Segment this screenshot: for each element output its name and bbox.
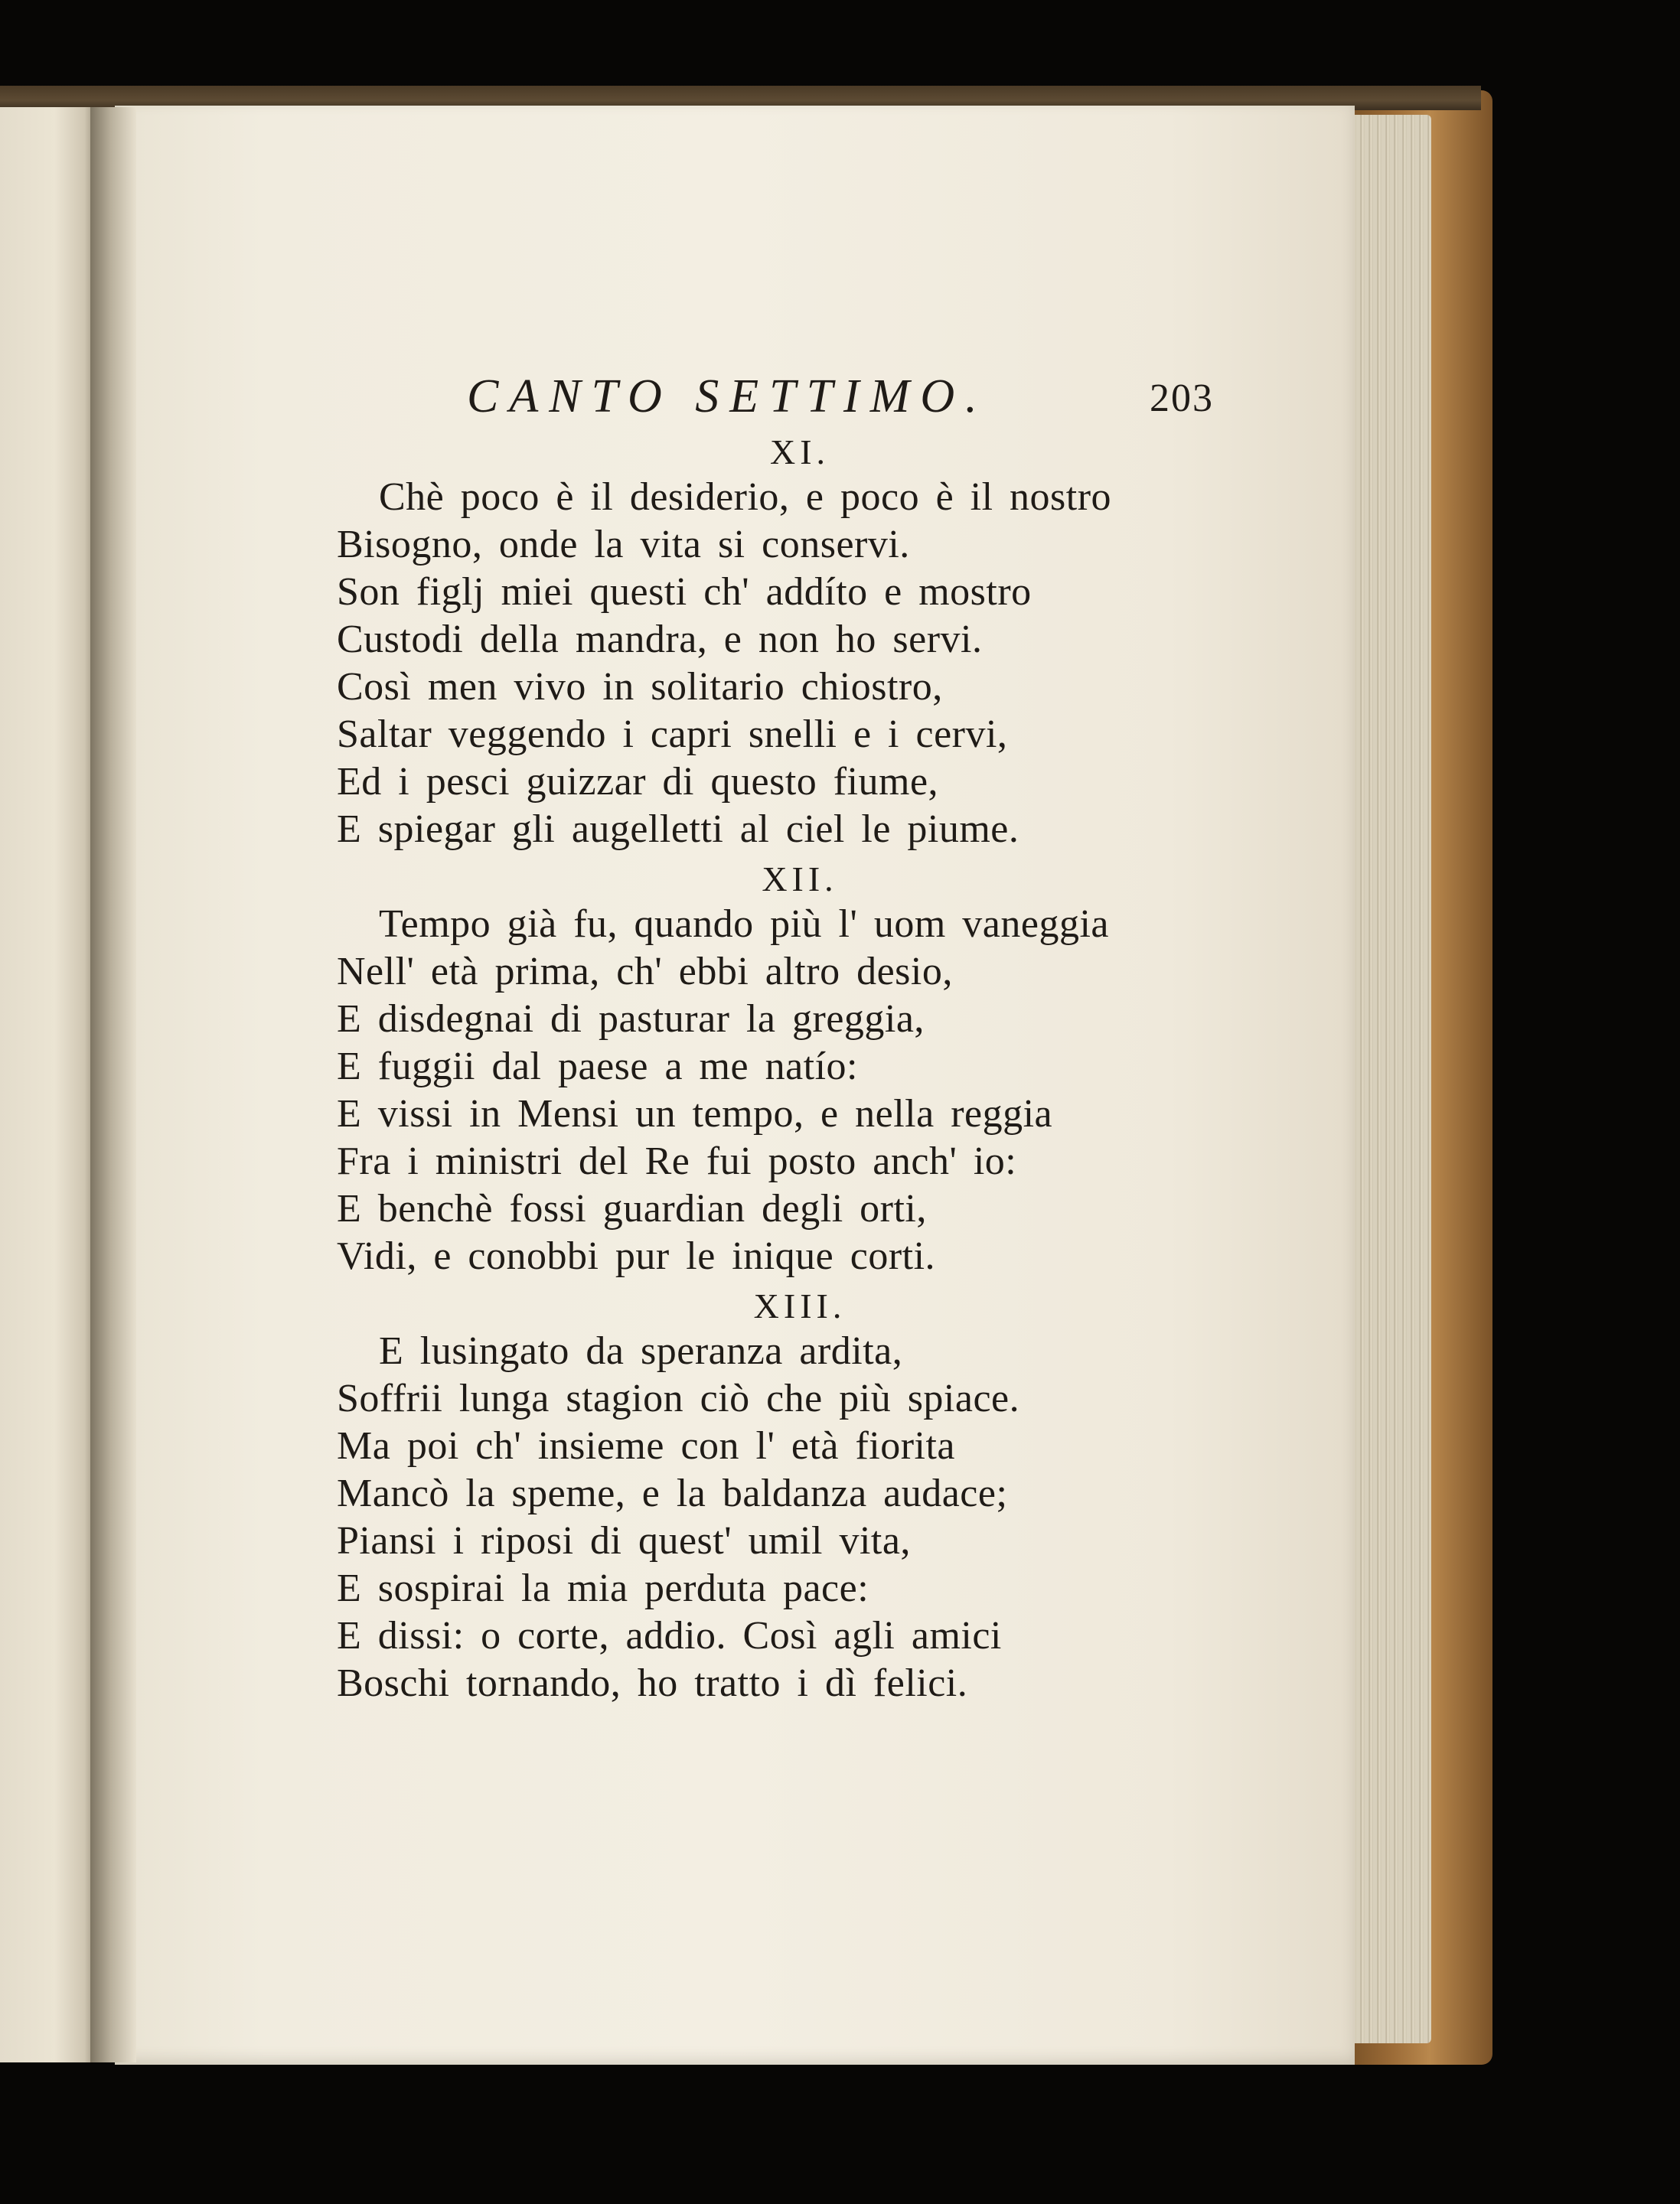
verse-line: E sospirai la mia perduta pace: (337, 1567, 869, 1610)
verse-line: Boschi tornando, ho tratto i dì felici. (337, 1661, 968, 1705)
stanza-number: XI. (769, 432, 830, 471)
stanza-number: XIII. (753, 1286, 847, 1325)
verse-line: Piansi i riposi di quest' umil vita, (337, 1519, 911, 1563)
verse-line: Bisogno, onde la vita si conservi. (337, 523, 910, 566)
verse-line: E spiegar gli augelletti al ciel le piume. (337, 807, 1019, 851)
verse-line: E lusingato da speranza ardita, (379, 1329, 903, 1373)
verse-line: E fuggii dal paese a me natío: (337, 1045, 859, 1088)
running-head (337, 370, 1217, 431)
verse-line: Chè poco è il desiderio, e poco è il nostro (379, 475, 1112, 519)
stanza-number: XII. (762, 859, 838, 898)
left-facing-page (0, 107, 99, 2062)
verse-line: Soffrii lunga stagion ciò che più spiace. (337, 1377, 1020, 1420)
verse-line: Fra i ministri del Re fui posto anch' io: (337, 1139, 1017, 1183)
running-title: CANTO SETTIMO. (467, 370, 988, 422)
verse-line: E dissi: o corte, addio. Così agli amici (337, 1614, 1002, 1658)
verse-line: Custodi della mandra, e non ho servi. (337, 618, 983, 661)
verse-line: Saltar veggendo i capri snelli e i cervi, (337, 712, 1008, 756)
text-block (337, 370, 1217, 1712)
verse-line: Ed i pesci guizzar di questo fiume, (337, 760, 939, 804)
verse-line: Ma poi ch' insieme con l' età fiorita (337, 1424, 956, 1468)
right-page (115, 106, 1355, 2065)
verse-line: Nell' età prima, ch' ebbi altro desio, (337, 950, 953, 993)
verse-line: E benchè fossi guardian degli orti, (337, 1187, 927, 1231)
verse-line: Tempo già fu, quando più l' uom vaneggia (379, 902, 1109, 946)
stanza (337, 431, 1217, 853)
verse-line: Son figlj miei questi ch' addíto e mostro (337, 570, 1032, 614)
verse-line: Così men vivo in solitario chiostro, (337, 665, 943, 709)
verse-line: E vissi in Mensi un tempo, e nella reggia (337, 1092, 1053, 1136)
stanza (337, 1285, 1217, 1707)
stanza (337, 858, 1217, 1280)
verse-line: Mancò la speme, e la baldanza audace; (337, 1472, 1008, 1515)
gutter-shadow (90, 107, 136, 2062)
verse-line: E disdegnai di pasturar la greggia, (337, 997, 925, 1041)
page-number: 203 (1150, 377, 1214, 420)
verse-line: Vidi, e conobbi pur le inique corti. (337, 1234, 936, 1278)
